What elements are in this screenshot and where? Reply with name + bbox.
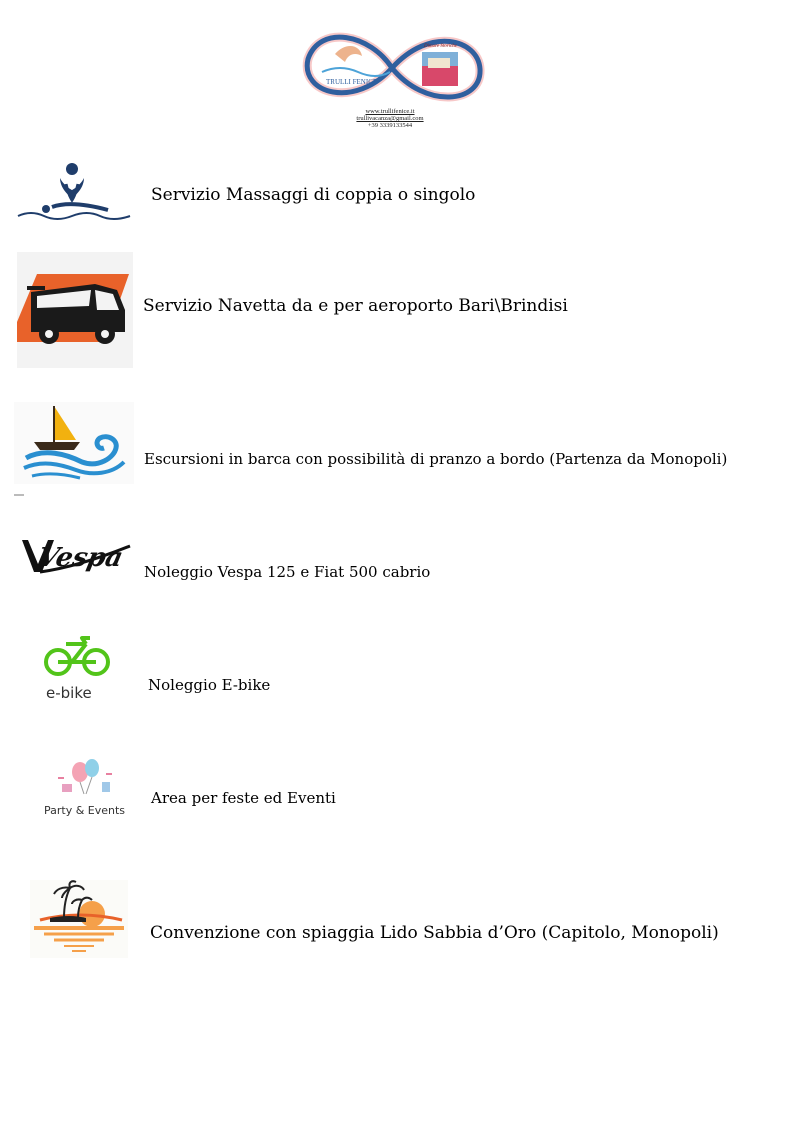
vespa-logo-text: Vespa [35, 542, 126, 573]
trulli-fenice-logo [300, 14, 485, 122]
ebike-icon [42, 634, 114, 702]
service-ebike-label: Noleggio E-bike [148, 676, 271, 694]
massage-icon [16, 160, 134, 222]
vespa-logo [20, 532, 132, 580]
service-vespa-label: Noleggio Vespa 125 e Fiat 500 cabrio [144, 563, 431, 581]
service-massage-label: Servizio Massaggi di coppia o singolo [151, 185, 476, 205]
party-balloons-icon [40, 756, 132, 822]
beach-sunset-icon [30, 880, 128, 958]
service-shuttle-label: Servizio Navetta da e per aeroporto Bari\Brindisi [143, 296, 568, 316]
ebike-logo-text: e-bike [46, 684, 92, 702]
email-link[interactable]: trullivacanza@gmail.com [356, 115, 424, 122]
website-link[interactable]: www.trullifenice.it [365, 108, 415, 115]
logo-brand-text: TRULLI FENICE [326, 78, 378, 86]
party-logo-text: Party & Events [44, 804, 126, 817]
sailboat-icon [14, 402, 134, 496]
logo-tagline-text: Dimore Storiche [424, 44, 458, 49]
service-beach-label: Convenzione con spiaggia Lido Sabbia d’Oro (Capitolo, Monopoli) [150, 923, 719, 943]
contact-block [330, 108, 450, 129]
shuttle-van-icon [17, 252, 133, 368]
service-party-label: Area per feste ed Eventi [151, 789, 336, 807]
service-boat-label: Escursioni in barca con possibilità di pranzo a bordo (Partenza da Monopoli) [144, 450, 728, 468]
phone-number: +39 3339133544 [367, 122, 413, 129]
